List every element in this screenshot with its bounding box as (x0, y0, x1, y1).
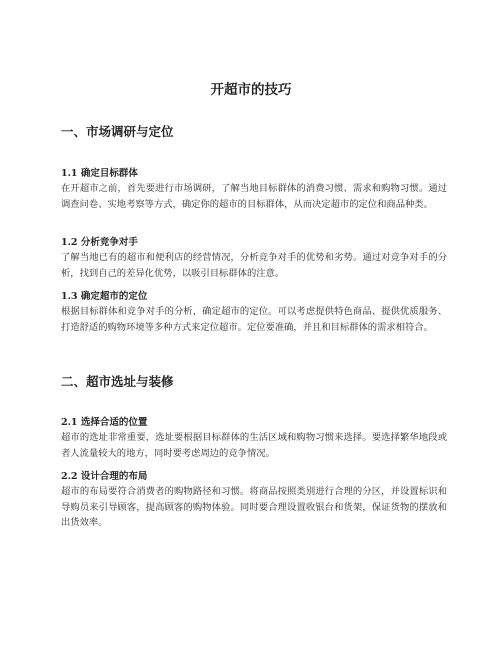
subsection-heading-layout: 2.2 设计合理的布局 (61, 471, 148, 482)
paragraph-competitors: 了解当地已有的超市和便利店的经营情况，分析竞争对手的优势和劣势。通过对竞争对手的分析，找到自己的差异化优势，以吸引目标群体的注意。 (61, 252, 447, 279)
paragraph-target-group: 在开超市之前，首先要进行市场调研，了解当地目标群体的消费习惯、需求和购物习惯。通过调查问卷、实地考察等方式，确定你的超市的目标群体，从而决定超市的定位和商品种类。 (61, 183, 447, 210)
paragraph-layout: 超市的布局要符合消费者的购物路径和习惯。将商品按照类别进行合理的分区，并设置标识和导购员来引导顾客，提高顾客的购物体验。同时要合理设置收银台和货架，保证货物的摆放和出货效率。 (61, 486, 447, 529)
paragraph-location: 超市的选址非常重要，选址要根据目标群体的生活区域和购物习惯来选择。要选择繁华地段或者人流量较大的地方，同时要考虑周边的竞争情况。 (61, 432, 447, 459)
paragraph-positioning: 根据目标群体和竞争对手的分析，确定超市的定位。可以考虑提供特色商品、提供优质服务、打造舒适的购物环境等多种方式来定位超市。定位要准确，并且和目标群体的需求相符合。 (61, 306, 447, 333)
document-title: 开超市的技巧 (210, 82, 292, 98)
subsection-heading-location: 2.1 选择合适的位置 (61, 417, 148, 428)
section-heading-market-research: 一、市场调研与定位 (61, 124, 174, 139)
subsection-heading-target-group: 1.1 确定目标群体 (61, 168, 138, 179)
section-heading-location-decoration: 二、超市选址与装修 (61, 374, 174, 389)
subsection-heading-competitors: 1.2 分析竞争对手 (61, 237, 138, 248)
subsection-heading-positioning: 1.3 确定超市的定位 (61, 291, 148, 302)
